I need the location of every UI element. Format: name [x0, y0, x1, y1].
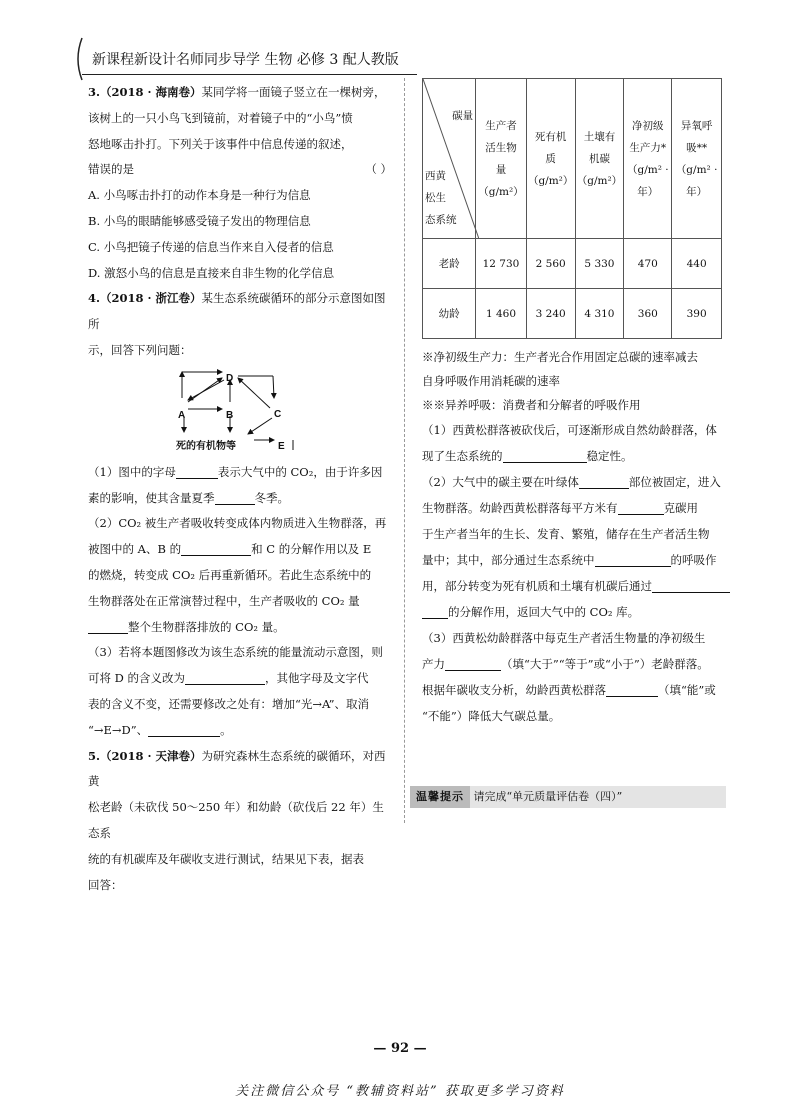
header-line: 吸**	[686, 141, 708, 154]
q4-stem-line: 某生态系统碳循环的部分示意图如图所	[88, 291, 386, 332]
answer-paren: （ ）	[365, 162, 392, 177]
header-cell	[672, 79, 722, 239]
page-number: — 92 —	[373, 1041, 427, 1056]
table-cell: 390	[672, 289, 722, 339]
q4-p2-text: 生物群落处在正常演替过程中，生产者吸收的 CO₂ 量	[88, 593, 360, 608]
q4-p3-text: 可将 D 的含义改为	[88, 671, 186, 686]
q5-p3-text: 产力	[422, 657, 445, 671]
header-line: 机碳	[588, 152, 610, 165]
carbon-data-table	[422, 78, 722, 339]
q5-stem-line: 松老龄（未砍伐 50～250 年）和幼龄（砍伐后 22 年）生态系	[88, 800, 384, 840]
header-line: （g/m²）	[527, 174, 574, 187]
header-line: 年）	[686, 185, 708, 198]
answer-blank	[606, 682, 658, 697]
header-cell	[575, 79, 624, 239]
header-line: 质	[545, 152, 556, 165]
row-label: 幼龄	[423, 289, 476, 339]
q5-p2-text: 的呼吸作	[670, 553, 717, 567]
q5-stem-line: 为研究森林生态系统的碳循环，对西黄	[88, 748, 386, 789]
answer-blank	[176, 464, 218, 479]
header-line: 年）	[637, 185, 659, 198]
header-line: （g/m² ·	[626, 163, 669, 176]
tip-bar	[410, 786, 726, 808]
q5-p2-text: 部位被固定，进入	[628, 475, 721, 489]
footnote-line: ※净初级生产力：生产者光合作用固定总碳的速率减去	[422, 350, 698, 364]
header-cell	[476, 79, 527, 239]
corner-top-label: 碳量	[452, 110, 474, 122]
header-line: 生产者	[485, 119, 517, 132]
column-divider	[404, 78, 405, 823]
node-c: C	[274, 408, 282, 420]
option-b: B. 小鸟的眼睛能够感受镜子发出的物理信息	[88, 213, 311, 228]
q3-stem-line: 错误的是	[88, 162, 134, 177]
q5-p2-text: （2）大气中的碳主要在叶绿体	[422, 475, 579, 489]
option-c: C. 小鸟把镜子传递的信息当作来自入侵者的信息	[88, 239, 334, 254]
answer-blank	[181, 541, 251, 556]
q5-stem-line: 回答：	[88, 877, 123, 892]
q5-stem-line: 统的有机碳库及年碳收支进行测试，结果见下表，据表	[88, 851, 364, 866]
node-a: A	[178, 409, 186, 421]
header-cell	[624, 79, 672, 239]
row-label: 老龄	[423, 239, 476, 289]
q4-p1-text: 表示大气中的 CO₂，由于许多因	[217, 464, 383, 479]
q3-stem-line: 该树上的一只小鸟飞到镜前，对着镜子中的“小鸟”愤	[88, 110, 353, 125]
header-cell	[526, 79, 575, 239]
header-rule	[82, 74, 417, 75]
q3-stem-line: 某同学将一面镜子竖立在一棵树旁，	[201, 85, 386, 99]
table-cell: 5 330	[575, 239, 624, 289]
q4-p3-text: “→E→D”、	[88, 722, 149, 737]
answer-blank	[618, 500, 664, 515]
question-4	[88, 286, 392, 743]
header-line: 死有机	[534, 130, 567, 143]
header-line: （g/m²）	[576, 174, 623, 187]
q4-p2-text: 被图中的 A、B 的	[88, 542, 182, 557]
answer-blank	[422, 604, 448, 619]
corner-line: 西黄	[425, 170, 446, 182]
q4-stem-line: 示，回答下列问题：	[88, 342, 192, 357]
q4-p1-text: 冬季。	[254, 490, 289, 505]
q5-p3-text: “不能”）降低大气碳总量。	[422, 709, 561, 723]
answer-blank	[652, 578, 730, 593]
q3-source: （2018 · 海南卷）	[100, 85, 202, 99]
q4-p3-text: （3）若将本题图修改为该生态系统的能量流动示意图，则	[88, 645, 383, 660]
question-5	[88, 744, 392, 899]
q4-p2-text: 整个生物群落排放的 CO₂ 量。	[128, 619, 285, 634]
tip-label: 温馨提示	[410, 786, 470, 808]
answer-blank	[503, 448, 587, 463]
q4-p3-text: ，其他字母及文字代	[265, 671, 369, 686]
q5-p2-text: 克碳用	[663, 501, 698, 515]
q5-p2-text: 量中；其中，部分通过生态系统中	[422, 553, 595, 567]
answer-blank	[579, 474, 629, 489]
q4-number: 4.	[88, 291, 101, 306]
q5-number: 5.	[88, 748, 101, 763]
answer-blank	[185, 670, 265, 685]
table-cell: 3 240	[526, 289, 575, 339]
q5-p2-text: 用，部分转变为死有机质和土壤有机碳后通过	[422, 579, 652, 593]
table-row	[423, 239, 722, 289]
table-cell: 360	[624, 289, 672, 339]
header-line: 净初级	[632, 119, 664, 132]
header-line: 异氧呼	[680, 119, 713, 132]
answer-blank	[88, 619, 128, 634]
q4-source: （2018 · 浙江卷）	[100, 291, 202, 306]
table-corner-cell	[423, 79, 476, 239]
header-line: （g/m² ·	[675, 163, 718, 176]
footnote-line: 自身呼吸作用消耗碳的速率	[422, 374, 560, 388]
q5-source: （2018 · 天津卷）	[100, 748, 202, 763]
diagram-arrows	[88, 368, 392, 460]
q4-p2-text: 和 C 的分解作用以及 E	[251, 542, 372, 557]
header-line: （g/m²）	[478, 185, 524, 198]
q4-p2-text: 的燃烧，转变成 CO₂ 后再重新循环。若此生态系统中的	[88, 567, 372, 582]
tip-text: 请完成“单元质量评估卷（四）”	[473, 790, 623, 803]
table-cell: 470	[624, 239, 672, 289]
question-3	[88, 80, 392, 286]
q5-p2-text: 生物群落。幼龄西黄松群落每平方米有	[422, 501, 618, 515]
header-bracket-icon	[72, 36, 84, 82]
corner-line: 态系统	[425, 214, 457, 226]
header-line: 活生物	[485, 141, 517, 154]
table-row	[423, 289, 722, 339]
q3-number: 3.	[88, 85, 101, 99]
answer-blank	[445, 656, 501, 671]
header-line: 生产力*	[629, 141, 667, 154]
answer-blank	[148, 722, 220, 737]
q4-p3-text: 。	[220, 722, 232, 737]
q4-p1-text: 素的影响，使其含量夏季	[88, 490, 215, 505]
carbon-cycle-diagram	[88, 368, 392, 460]
q5-p2-text: 于生产者当年的生长、发育、繁殖，储存在生产者活生物	[422, 527, 710, 541]
q3-stem-line: 怒地啄击扑打。下列关于该事件中信息传递的叙述，	[88, 136, 353, 151]
node-b: B	[226, 409, 234, 421]
q4-p3-text: 表的含义不变，还需要修改之处有：增加“光→A”、取消	[88, 696, 370, 711]
q5-p3-text: 根据年碳收支分析，幼龄西黄松群落	[422, 683, 606, 697]
q4-p2-text: （2）CO₂ 被生产者吸收转变成体内物质进入生物群落，再	[88, 516, 387, 531]
q5-p1-text: 稳定性。	[586, 449, 633, 463]
running-header: 新课程新设计名师同步导学 生物 必修 3 配人教版	[92, 52, 399, 68]
corner-line: 松生	[425, 192, 446, 204]
node-dead-organic: 死的有机物等	[176, 440, 236, 452]
q5-p3-text: （填“大于”“等于”或“小于”）老龄群落。	[501, 657, 709, 671]
q5-p2-text: 的分解作用，返回大气中的 CO₂ 库。	[448, 605, 640, 619]
table-cell: 1 460	[476, 289, 527, 339]
node-e: E	[278, 440, 285, 452]
header-line: 量	[495, 163, 507, 176]
option-d: D. 激怒小鸟的信息是直接来自非生物的化学信息	[88, 265, 335, 280]
footnote-line: ※※异养呼吸：消费者和分解者的呼吸作用	[422, 398, 641, 412]
q5-p1-text: （1）西黄松群落被砍伐后，可逐渐形成自然幼龄群落，体	[422, 423, 717, 437]
option-a: A. 小鸟啄击扑打的动作本身是一种行为信息	[88, 188, 311, 203]
answer-blank	[595, 552, 671, 567]
q5-p3-text: （3）西黄松幼龄群落中每克生产者活生物量的净初级生	[422, 631, 706, 645]
q5-p3-text: （填“能”或	[658, 683, 716, 697]
left-column	[88, 80, 392, 898]
right-column	[422, 78, 732, 729]
q4-p1-text: （1）图中的字母	[88, 464, 176, 479]
table-cell: 12 730	[476, 239, 527, 289]
corner-bottom-label	[425, 165, 457, 231]
table-cell: 440	[672, 239, 722, 289]
table-cell: 2 560	[526, 239, 575, 289]
table-cell: 4 310	[575, 289, 624, 339]
footer-watermark: 关注微信公众号 “教辅资料站” 获取更多学习资料	[235, 1084, 565, 1099]
answer-blank	[215, 490, 255, 505]
q5-p1-text: 现了生态系统的	[422, 449, 503, 463]
header-line: 土壤有	[583, 130, 616, 143]
node-d: D	[226, 372, 234, 384]
table-notes	[422, 345, 732, 729]
